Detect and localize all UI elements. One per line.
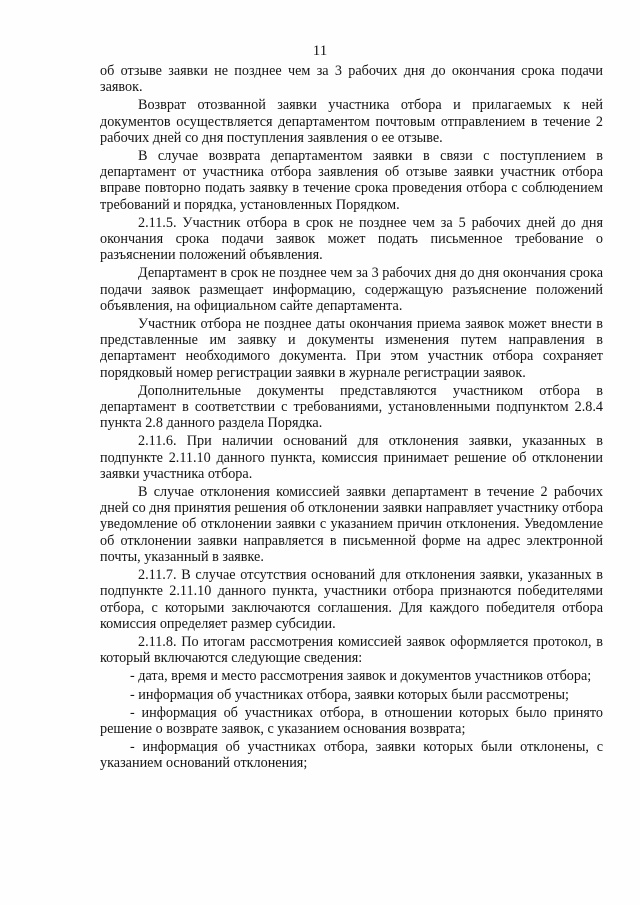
- paragraph: Департамент в срок не позднее чем за 3 рабочих дня до дня окончания срока подачи заявок размещает информацию, содержащую разъяснение положений объявления, на официальном сайте департамента.: [100, 265, 603, 314]
- list-item: - информация об участниках отбора, заявки которых были рассмотрены;: [130, 686, 569, 703]
- paragraph: об отзыве заявки не позднее чем за 3 рабочих дня до окончания срока подачи заявок.: [100, 63, 603, 96]
- paragraph: Дополнительные документы представляются участником отбора в департамент в соответствии с требованиями, установленными подпунктом 2.8.4 пункта 2.8 данного раздела Порядка.: [100, 382, 603, 432]
- paragraph: Возврат отозванной заявки участника отбора и прилагаемых к ней документов осуществляется департаментом почтовым отправлением в течение 2 рабочих дней со дня поступления заявления о ее отзыве.: [100, 97, 603, 146]
- paragraph: В случае возврата департаментом заявки в связи с поступлением в департамент от участника отбора заявления об отзыве заявки участник отбора вправе повторно подать заявку в течение срока проведения отбора с соблюдением требований и порядка, установленных Порядком.: [100, 148, 603, 213]
- paragraph: 2.11.5. Участник отбора в срок не позднее чем за 5 рабочих дней до дня окончания срока подачи заявок может подать письменное требование о разъяснении положений объявления.: [100, 214, 603, 264]
- paragraph: 2.11.6. При наличии оснований для отклонения заявки, указанных в подпункте 2.11.10 данного пункта, комиссия принимает решение об отклонении заявки участника отбора.: [100, 433, 603, 482]
- list-item: - информация об участниках отбора, заявки которых были отклонены, с указанием оснований отклонения;: [100, 739, 603, 772]
- paragraph: В случае отклонения комиссией заявки департамент в течение 2 рабочих дней со дня принятия решения об отклонении заявки направляет участнику отбора уведомление об отклонении заявки с указанием причин отклонения. Уведомление об отклонении заявки направляется в письменной форме на адрес электронной почты, указанный в заявке.: [100, 484, 603, 565]
- paragraph: Участник отбора не позднее даты окончания приема заявок может внести в представленные им заявку и документы изменения путем направления в департамент необходимого документа. При этом участник отбора сохраняет порядковый номер регистрации заявки в журнале регистрации заявок.: [100, 316, 603, 381]
- paragraph: 2.11.8. По итогам рассмотрения комиссией заявок оформляется протокол, в который включаются следующие сведения:: [100, 633, 603, 667]
- list-item: - дата, время и место рассмотрения заявок и документов участников отбора;: [130, 668, 592, 685]
- document-body: [100, 63, 603, 774]
- paragraph: 2.11.7. В случае отсутствия оснований для отклонения заявки, указанных в подпункте 2.11.10 данного пункта, участники отбора признаются победителями отбора, с которыми заключаются соглашения. Для каждого победителя отбора комиссия определяет размер субсидии.: [100, 567, 603, 632]
- list-item: - информация об участниках отбора, в отношении которых было принято решение о возврате заявок, с указанием основания возврата;: [100, 704, 603, 737]
- page-number: 11: [312, 43, 328, 59]
